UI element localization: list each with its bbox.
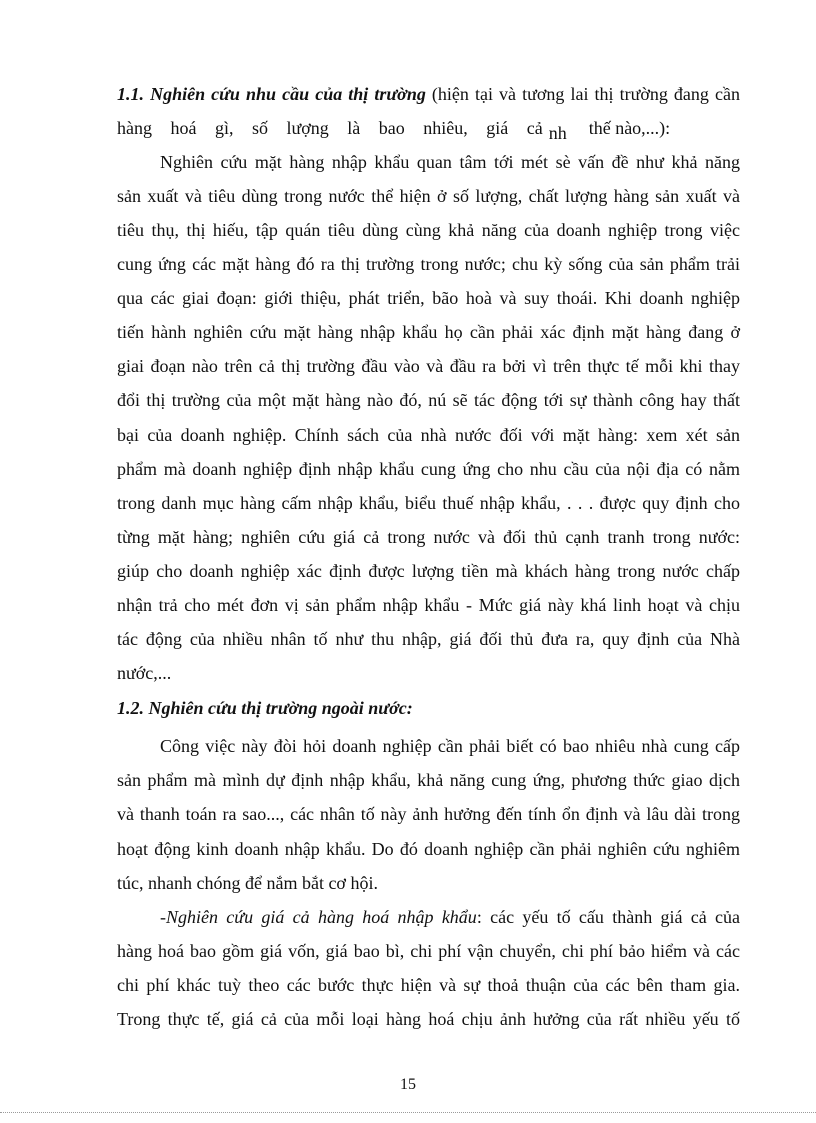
paragraph-line: chi phí khác tuỳ theo các bước thực hiện và sự thoả thuận của các bên tham gia. <box>117 975 740 995</box>
paragraph-line: bại của doanh nghiệp. Chính sách của nhà nước đối với mặt hàng: xem xét sản <box>117 425 740 445</box>
paragraph-line: tác động của nhiều nhân tố như thu nhập, giá đối thủ đưa ra, quy định của Nhà <box>117 629 740 649</box>
paragraph-line: và thanh toán ra sao..., các nhân tố này ảnh hưởng đến tính ổn định và lâu dài trong <box>117 804 740 824</box>
heading-line-2-end: thế nào,...): <box>588 118 671 138</box>
paragraph-line: sản xuất và tiêu dùng trong nước thể hiện ở số lượng, chất lượng hàng sản xuất và <box>117 186 740 206</box>
section-1-2-heading: 1.2. Nghiên cứu thị trường ngoài nước: <box>117 698 413 718</box>
paragraph-line: giai đoạn nào trên cả thị trường đầu vào và đầu ra bởi vì trên thực tế mỗi khi thay <box>117 356 740 376</box>
paragraph-line: Nghiên cứu mặt hàng nhập khẩu quan tâm tới mét sè vấn đề như khả năng <box>160 152 740 172</box>
paragraph-line: giúp cho doanh nghiệp xác định được lượng tiền mà khách hàng trong nước chấp <box>117 561 740 581</box>
paragraph-line: Trong thực tế, giá cả của mỗi loại hàng hoá chịu ảnh hưởng của rất nhiều yếu tố <box>117 1009 740 1029</box>
paragraph-line: cung ứng các mặt hàng đó ra thị trường trong nước; chu kỳ sống của sản phẩm trải <box>117 254 740 274</box>
paragraph-line: sản phẩm mà mình dự định nhập khẩu, khả năng cung ứng, phương thức giao dịch <box>117 770 740 790</box>
paragraph-line: từng mặt hàng; nghiên cứu giá cả trong nước và đối thủ cạnh tranh trong nước: <box>117 527 740 547</box>
section-1-1-heading-rest: (hiện tại và tương lai thị trường đang cần <box>431 84 740 104</box>
paragraph-line: hàng hoá bao gồm giá vốn, giá bao bì, chi phí vận chuyển, chi phí bảo hiểm và các <box>117 941 740 961</box>
paragraph-line: phẩm mà doanh nghiệp định nhập khẩu cung ứng cho nhu cầu của nội địa có nằm <box>117 459 740 479</box>
paragraph-line: đổi thị trường của một mặt hàng nào đó, nú sẽ tác động tới sự thành công hay thất <box>117 390 740 410</box>
paragraph-line: tiêu thụ, thị hiếu, tập quán tiêu dùng cùng khả năng của doanh nghiệp trong việc <box>117 220 740 240</box>
paragraph-line: hoạt động kinh doanh nhập khẩu. Do đó doanh nghiệp cần phải nghiên cứu nghiêm <box>117 839 740 859</box>
paragraph-2-first-line <box>160 900 740 934</box>
heading-line-2-nh: nh <box>548 123 567 143</box>
footer-divider <box>0 1112 816 1113</box>
paragraph-line: nhận trả cho mét đơn vị sản phẩm nhập khẩu - Mức giá này khá linh hoạt và chịu <box>117 595 740 615</box>
paragraph-line-last: nước,... <box>117 663 172 683</box>
section-1-1-heading-line-2 <box>117 111 740 145</box>
paragraph-line: Công việc này đòi hỏi doanh nghiệp cần phải biết có bao nhiêu nhà cung cấp <box>160 736 740 756</box>
section-1-1-heading: 1.1. Nghiên cứu nhu cầu của thị trường <box>117 84 426 104</box>
section-1-1-heading-line <box>117 77 740 111</box>
price-research-text: : các yếu tố cấu thành giá cả của <box>476 907 741 927</box>
paragraph-line: qua các giai đoạn: giới thiệu, phát triển, bão hoà và suy thoái. Khi doanh nghiệp <box>117 288 740 308</box>
paragraph-line: trong danh mục hàng cấm nhập khẩu, biểu thuế nhập khẩu, . . . được quy định cho <box>117 493 740 513</box>
price-research-label: -Nghiên cứu giá cả hàng hoá nhập khẩu <box>160 907 477 927</box>
page-number: 15 <box>400 1076 416 1093</box>
heading-line-2-start: hàng hoá gì, số lượng là bao nhiêu, giá cả <box>117 118 543 138</box>
paragraph-line-last: túc, nhanh chóng để nắm bắt cơ hội. <box>117 873 378 893</box>
paragraph-line: tiến hành nghiên cứu mặt hàng nhập khẩu họ cần phải xác định mặt hàng đang ở <box>117 322 740 342</box>
